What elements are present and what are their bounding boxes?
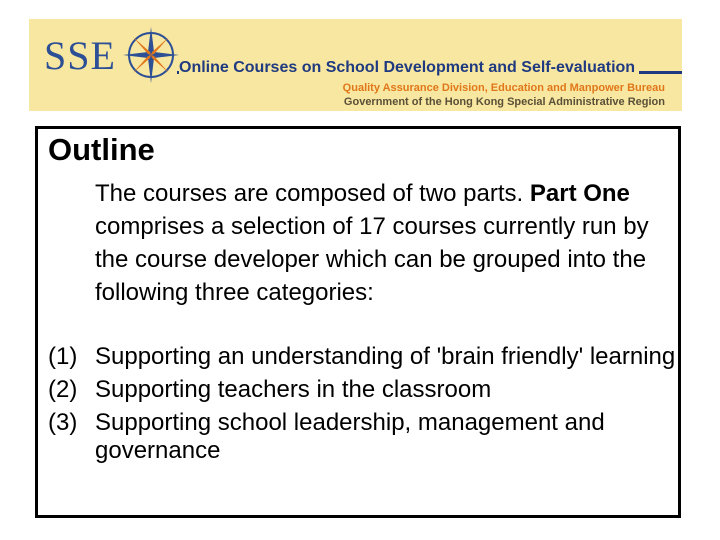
intro-text-1: The courses are composed of two parts.: [95, 180, 530, 207]
list-text: Supporting teachers in the classroom: [95, 376, 492, 403]
list-item: [48, 409, 680, 465]
banner-division: Quality Assurance Division, Education and Manpower Bureau: [342, 82, 665, 94]
list-item: [48, 343, 680, 371]
list-item: [48, 376, 680, 404]
intro-text-2: comprises a selection of 17 courses currently run by the course developer which can be grouped into the following three categories:: [95, 213, 649, 306]
slide-heading: Outline: [48, 132, 155, 167]
list-number: (2): [48, 376, 78, 403]
header-banner: [29, 19, 682, 111]
intro-paragraph: [95, 177, 680, 309]
intro-bold: Part One: [529, 180, 630, 207]
list-text: Supporting school leadership, management and governance: [95, 409, 605, 464]
list-number: (1): [48, 343, 78, 370]
category-list: [48, 343, 680, 470]
list-number: (3): [48, 409, 78, 436]
sse-logo: SSE: [44, 33, 116, 78]
content-box: [35, 126, 681, 518]
banner-title: Online Courses on School Development and Self-evaluation: [179, 59, 639, 77]
compass-icon: [121, 25, 181, 85]
banner-government: Government of the Hong Kong Special Administrative Region: [343, 96, 665, 108]
list-text: Supporting an understanding of 'brain friendly' learning: [95, 343, 676, 370]
